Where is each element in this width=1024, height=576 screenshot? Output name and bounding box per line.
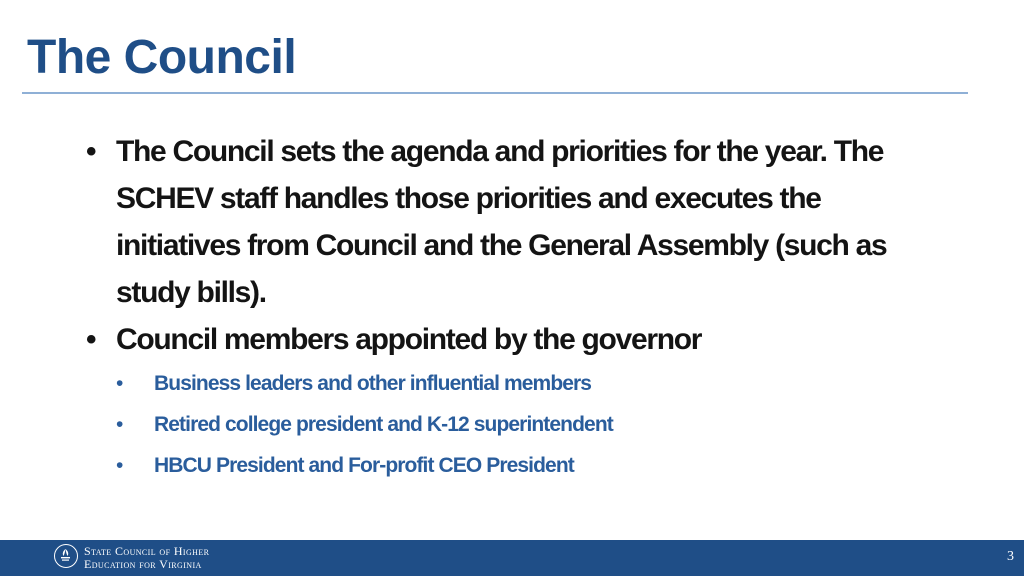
slide-content xyxy=(86,128,946,486)
bullet-text: Council members appointed by the governor xyxy=(116,323,702,356)
sub-bullet-item: • Business leaders and other influential members xyxy=(116,363,946,404)
bullet-text: The Council sets the agenda and priorities for the year. The SCHEV staff handles those priorities and executes the initiatives from Council and the General Assembly (such as study bills). xyxy=(116,135,887,309)
bullet-item xyxy=(86,316,946,486)
slide-title: The Council xyxy=(27,31,297,84)
sub-bullet-list xyxy=(116,363,946,486)
page-number: 3 xyxy=(1007,549,1014,564)
title-divider xyxy=(22,92,968,94)
sub-bullet-item: • HBCU President and For-profit CEO President xyxy=(116,445,946,486)
organization-name xyxy=(84,545,209,571)
schev-seal-icon xyxy=(54,544,78,568)
bullet-item xyxy=(86,128,946,316)
bullet-list xyxy=(86,128,946,486)
sub-bullet-item: • Retired college president and K-12 superintendent xyxy=(116,404,946,445)
organization-name-line1: State Council of Higher xyxy=(84,544,210,558)
organization-name-line2: Education for Virginia xyxy=(84,557,202,571)
footer-bar xyxy=(0,540,1024,576)
